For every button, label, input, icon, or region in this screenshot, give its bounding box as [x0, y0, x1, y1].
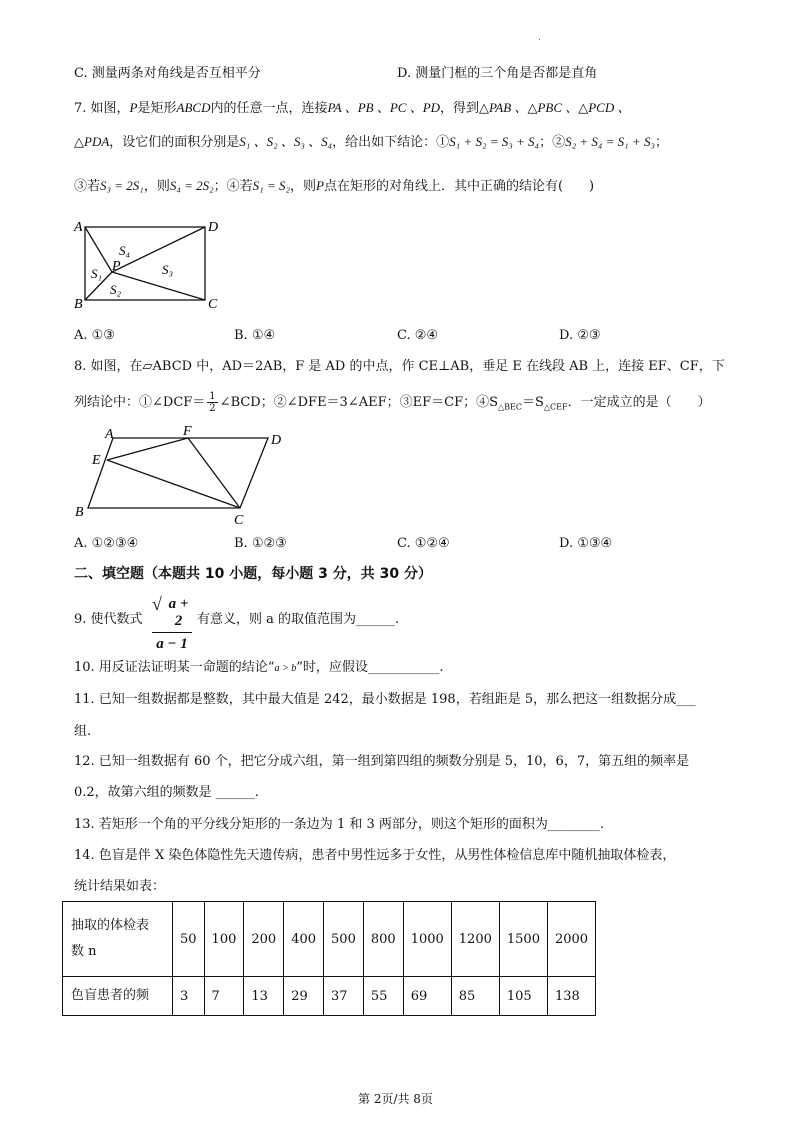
section-2-title: 二、填空题（本题共 10 小题，每小题 3 分，共 30 分）	[74, 566, 432, 582]
q7-text: 点在矩形的对角线上．其中正确的结论有( )	[323, 179, 595, 194]
q7-label-s4: S₄	[119, 243, 131, 258]
q8-parallelogram-figure	[68, 420, 298, 530]
q7-label-c: C	[208, 297, 218, 312]
q9-suffix: 有意义，则 a 的取值范围为______.	[197, 612, 400, 627]
table-cell: 105	[499, 977, 547, 1016]
q7-label-d: D	[208, 220, 219, 235]
q7-option-c: C. ②④	[397, 328, 439, 343]
table-cell: 1200	[451, 902, 499, 977]
q9-denominator: a − 1	[156, 636, 188, 652]
q7-var: P	[316, 178, 324, 193]
q7-var: P	[129, 100, 138, 115]
table-cell: 1500	[499, 902, 547, 977]
table-cell: 85	[451, 977, 499, 1016]
top-dot: .	[538, 33, 541, 43]
q7-option-a: A. ①③	[74, 328, 115, 343]
q7-text: ，得到	[440, 101, 480, 116]
q7-line-2	[74, 132, 668, 153]
q9-numerator: √ a + 2	[152, 596, 192, 633]
q14-line-1: 14. 色盲是伴 X 染色体隐性先天遗传病，患者中男性远多于女性，从男性体检信息库中随机抽取体检表，	[74, 848, 676, 863]
head-line: 抽取的体检表	[71, 918, 150, 933]
q7-label-s2: S₂	[110, 282, 122, 297]
table-cell: 100	[204, 902, 244, 977]
table-cell: 7	[204, 977, 244, 1016]
q8-fraction	[207, 391, 217, 414]
q6-option-d: D. 测量门框的三个角是否都是直角	[397, 66, 598, 81]
q12-line-2: 0.2，故第六组的频数是 ______.	[74, 785, 259, 800]
q7-text: 7. 如图，	[74, 101, 130, 116]
q7-option-b: B. ①④	[234, 328, 276, 343]
q13-line: 13. 若矩形一个角的平分线分矩形的一条边为 1 和 3 两部分，则这个矩形的面积为________.	[74, 817, 605, 832]
q8-label-e: E	[92, 453, 101, 468]
table-cell: 1000	[403, 902, 451, 977]
q7-var: S₃ = 2S₁	[100, 178, 144, 193]
q7-rectangle-figure	[68, 214, 228, 314]
q7-text: ；④若	[213, 179, 253, 194]
q7-text: ，给出如下结论：①	[332, 135, 450, 150]
q7-label-s3: S₃	[162, 262, 174, 277]
q7-text: 是矩形	[137, 101, 177, 116]
q8-frac-den: 2	[209, 403, 216, 414]
q8-sub: △BEC	[498, 402, 522, 412]
q11-line-1: 11. 已知一组数据都是整数，其中最大值是 242，最小数据是 198，若组距是 5，那么把这一组数据分成___	[74, 692, 696, 707]
table-cell: 500	[324, 902, 364, 977]
q7-text: ；	[654, 135, 668, 150]
q10-text: 10. 用反证法证明某一命题的结论“	[74, 660, 275, 675]
q8-label-c: C	[234, 513, 244, 528]
table-cell: 37	[324, 977, 364, 1016]
q7-label-s1: S₁	[91, 266, 103, 281]
q8-line-2	[74, 391, 711, 418]
q12-line-1: 12. 已知一组数据有 60 个，把它分成六组，第一组到第四组的频数分别是 5，10，6，7，第五组的频率是	[74, 754, 690, 769]
table-cell: 29	[284, 977, 324, 1016]
table-row	[63, 902, 596, 977]
q7-label-a: A	[74, 220, 83, 235]
q7-var: PA 、PB 、PC 、PD	[327, 100, 441, 115]
q10-cond: a > b	[274, 663, 297, 674]
q8-label-a: A	[105, 427, 114, 442]
table-cell: 3	[173, 977, 205, 1016]
q11-line-2: 组.	[74, 724, 92, 739]
q8-option-a: A. ①②③④	[74, 536, 139, 551]
table-cell: 13	[244, 977, 284, 1016]
q7-text: ③若	[74, 179, 101, 194]
table-cell: 200	[244, 902, 284, 977]
table-cell: 69	[403, 977, 451, 1016]
q7-text: ，设它们的面积分别是	[109, 135, 240, 150]
q8-option-c: C. ①②④	[397, 536, 450, 551]
table-cell: 2000	[547, 902, 595, 977]
q7-var: S₁ + S₂ = S₃ + S₄	[449, 134, 540, 149]
q8-sub: △CEF	[543, 402, 568, 412]
q8-label-f: F	[183, 424, 192, 439]
q8-label-b: B	[75, 505, 84, 520]
q8-frac-num: 1	[209, 391, 216, 402]
head-line: 数 n	[71, 944, 97, 959]
q9-prefix: 9. 使代数式	[74, 612, 143, 627]
q7-var: S₁ = S₂	[252, 178, 290, 193]
q7-var: △PAB 、△PBC 、△PCD 、	[479, 100, 631, 115]
table-cell: 400	[284, 902, 324, 977]
q8-text: ∠BCD；②∠DFE＝3∠AEF；③EF＝CF；④S	[219, 395, 498, 410]
q7-line-1	[74, 98, 631, 119]
page-footer: 第 2页/共 8页	[358, 1092, 433, 1106]
q8-line-1: 8. 如图，在▱ABCD 中，AD＝2AB，F 是 AD 的中点，作 CE⊥AB，垂足 E 在线段 AB 上，连接 EF、CF，下	[74, 359, 725, 374]
q7-text: 内的任意一点，连接	[210, 101, 328, 116]
table-head-cell: 色盲患者的频	[63, 977, 173, 1016]
q7-line-3	[74, 176, 594, 197]
q7-var: △PDA	[74, 134, 110, 149]
q7-text: ；②	[539, 135, 566, 150]
table-cell: 138	[547, 977, 595, 1016]
q8-option-d: D. ①③④	[559, 536, 613, 551]
table-row	[63, 977, 596, 1016]
q9-fraction	[152, 596, 192, 653]
q10-line	[74, 658, 443, 679]
q7-text: ，则	[143, 179, 170, 194]
q14-line-2: 统计结果如表：	[74, 879, 166, 894]
q7-label-b: B	[74, 297, 83, 312]
q8-label-d: D	[271, 433, 282, 448]
q14-table	[62, 901, 596, 1016]
table-cell: 50	[173, 902, 205, 977]
q8-text: ．一定成立的是（ ）	[567, 395, 711, 410]
table-head-cell	[63, 902, 173, 977]
q7-option-d: D. ②③	[559, 328, 601, 343]
q6-option-c: C. 测量两条对角线是否互相平分	[74, 66, 261, 81]
q7-label-p: P	[112, 259, 121, 274]
q7-var: S₁ 、S₂ 、S₃ 、S₄	[239, 134, 333, 149]
q7-text: ，则	[289, 179, 316, 194]
q7-var: S₄ = 2S₂	[169, 178, 214, 193]
table-cell: 800	[363, 902, 403, 977]
q8-text: ＝S	[522, 395, 544, 410]
q8-text: 列结论中：①∠DCF＝	[74, 395, 206, 410]
table-cell: 55	[363, 977, 403, 1016]
q7-var: ABCD	[176, 100, 211, 115]
q8-option-b: B. ①②③	[234, 536, 287, 551]
q10-text: ”时，应假设___________.	[296, 660, 444, 675]
q7-var: S₂ + S₄ = S₁ + S₃	[565, 134, 655, 149]
